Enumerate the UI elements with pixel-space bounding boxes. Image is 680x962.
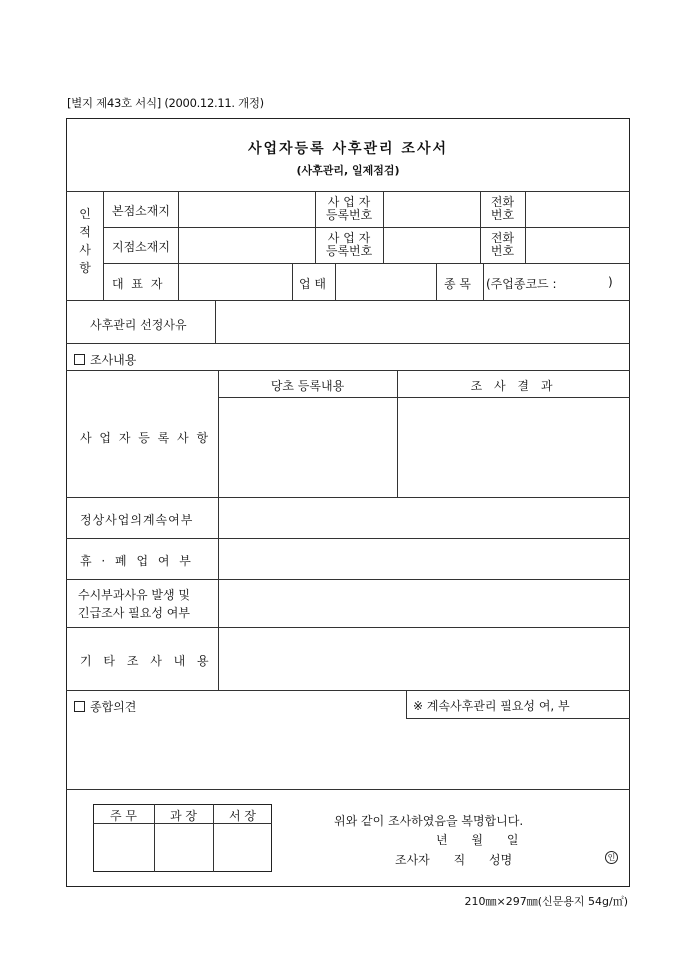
rule-registration-bottom bbox=[66, 497, 630, 498]
approval-chief: 과 장 bbox=[170, 809, 197, 823]
col-original-header: 당초 등록내용 bbox=[270, 379, 345, 393]
col-regno-right bbox=[383, 191, 384, 263]
rule-opinion-bottom bbox=[66, 789, 630, 790]
head-office-label: 본점소재지 bbox=[112, 204, 170, 218]
reg-no-label-2: 사 업 자 등록번호 bbox=[325, 231, 373, 258]
main-code-close: ) bbox=[608, 275, 613, 289]
col-item-right bbox=[483, 263, 484, 300]
row-closure-label: 휴 · 폐 업 여 부 bbox=[80, 554, 194, 568]
representative-label: 대 표 자 bbox=[112, 277, 165, 291]
phone-label-1: 전화 번호 bbox=[490, 195, 515, 222]
row-occasional-label: 수시부과사유 발생 및 긴급조사 필요성 여부 bbox=[78, 588, 190, 620]
rule-personal-1 bbox=[103, 227, 630, 228]
opinion-checkbox[interactable] bbox=[74, 701, 85, 712]
col-field-divider bbox=[178, 191, 179, 300]
rule-title-bottom bbox=[66, 191, 630, 192]
rule-closure-bottom bbox=[66, 579, 630, 580]
date-line: 년 월 일 bbox=[436, 833, 519, 847]
branch-office-label: 지점소재지 bbox=[112, 240, 170, 254]
col-followup-divider bbox=[406, 690, 407, 718]
col-label-divider bbox=[103, 191, 104, 300]
survey-section-title: 조사내용 bbox=[74, 351, 136, 368]
main-code-label: (주업종코드 : bbox=[486, 277, 557, 291]
reason-label: 사후관리 선정사유 bbox=[90, 318, 187, 332]
form-subtitle: (사후관리, 일제점검) bbox=[296, 164, 400, 177]
form-title: 사업자등록 사후관리 조사서 bbox=[247, 141, 449, 157]
investigator-line: 조사자 직 성명 bbox=[395, 853, 513, 867]
row-other-label: 기 타 조 사 내 용 bbox=[80, 654, 213, 668]
rule-reason-bottom bbox=[66, 343, 630, 344]
col-biztype-right bbox=[335, 263, 336, 300]
row-continuation-label: 정상사업의계속여부 bbox=[80, 513, 194, 527]
reg-no-label-1: 사 업 자 등록번호 bbox=[325, 195, 373, 222]
rule-personal-2 bbox=[103, 263, 630, 264]
business-item-label: 종 목 bbox=[444, 277, 471, 291]
rule-occasional-bottom bbox=[66, 627, 630, 628]
survey-checkbox[interactable] bbox=[74, 354, 85, 365]
phone-label-2: 전화 번호 bbox=[490, 231, 515, 258]
col-reason-divider bbox=[215, 300, 216, 343]
approval-staff: 주 무 bbox=[110, 809, 137, 823]
approval-head: 서 장 bbox=[229, 809, 256, 823]
rule-survey-head bbox=[66, 370, 630, 371]
rule-followup-bottom bbox=[406, 718, 630, 719]
followup-note: ※ 계속사후관리 필요성 여, 부 bbox=[413, 699, 570, 713]
col-biztype-left bbox=[292, 263, 293, 300]
business-type-label: 업 태 bbox=[299, 277, 326, 291]
col-survey-divider bbox=[218, 370, 219, 690]
rule-continuation-bottom bbox=[66, 538, 630, 539]
col-item-left bbox=[436, 263, 437, 300]
rule-other-bottom bbox=[66, 690, 630, 691]
col-result-header: 조 사 결 과 bbox=[470, 379, 557, 393]
row-registration-label: 사 업 자 등 록 사 항 bbox=[80, 431, 211, 445]
declaration-text: 위와 같이 조사하였음을 복명합니다. bbox=[334, 814, 524, 828]
personal-section-label: 인 적 사 항 bbox=[79, 207, 91, 275]
seal-mark: 인 bbox=[605, 851, 618, 864]
form-number: [별지 제43호 서식] (2000.12.11. 개정) bbox=[67, 96, 264, 110]
rule-personal-bottom bbox=[66, 300, 630, 301]
opinion-section-title: 종합의견 bbox=[74, 698, 136, 715]
rule-survey-cols bbox=[218, 397, 630, 398]
paper-spec: 210㎜×297㎜(신문용지 54g/㎡) bbox=[464, 895, 628, 908]
col-phone-right bbox=[525, 191, 526, 263]
